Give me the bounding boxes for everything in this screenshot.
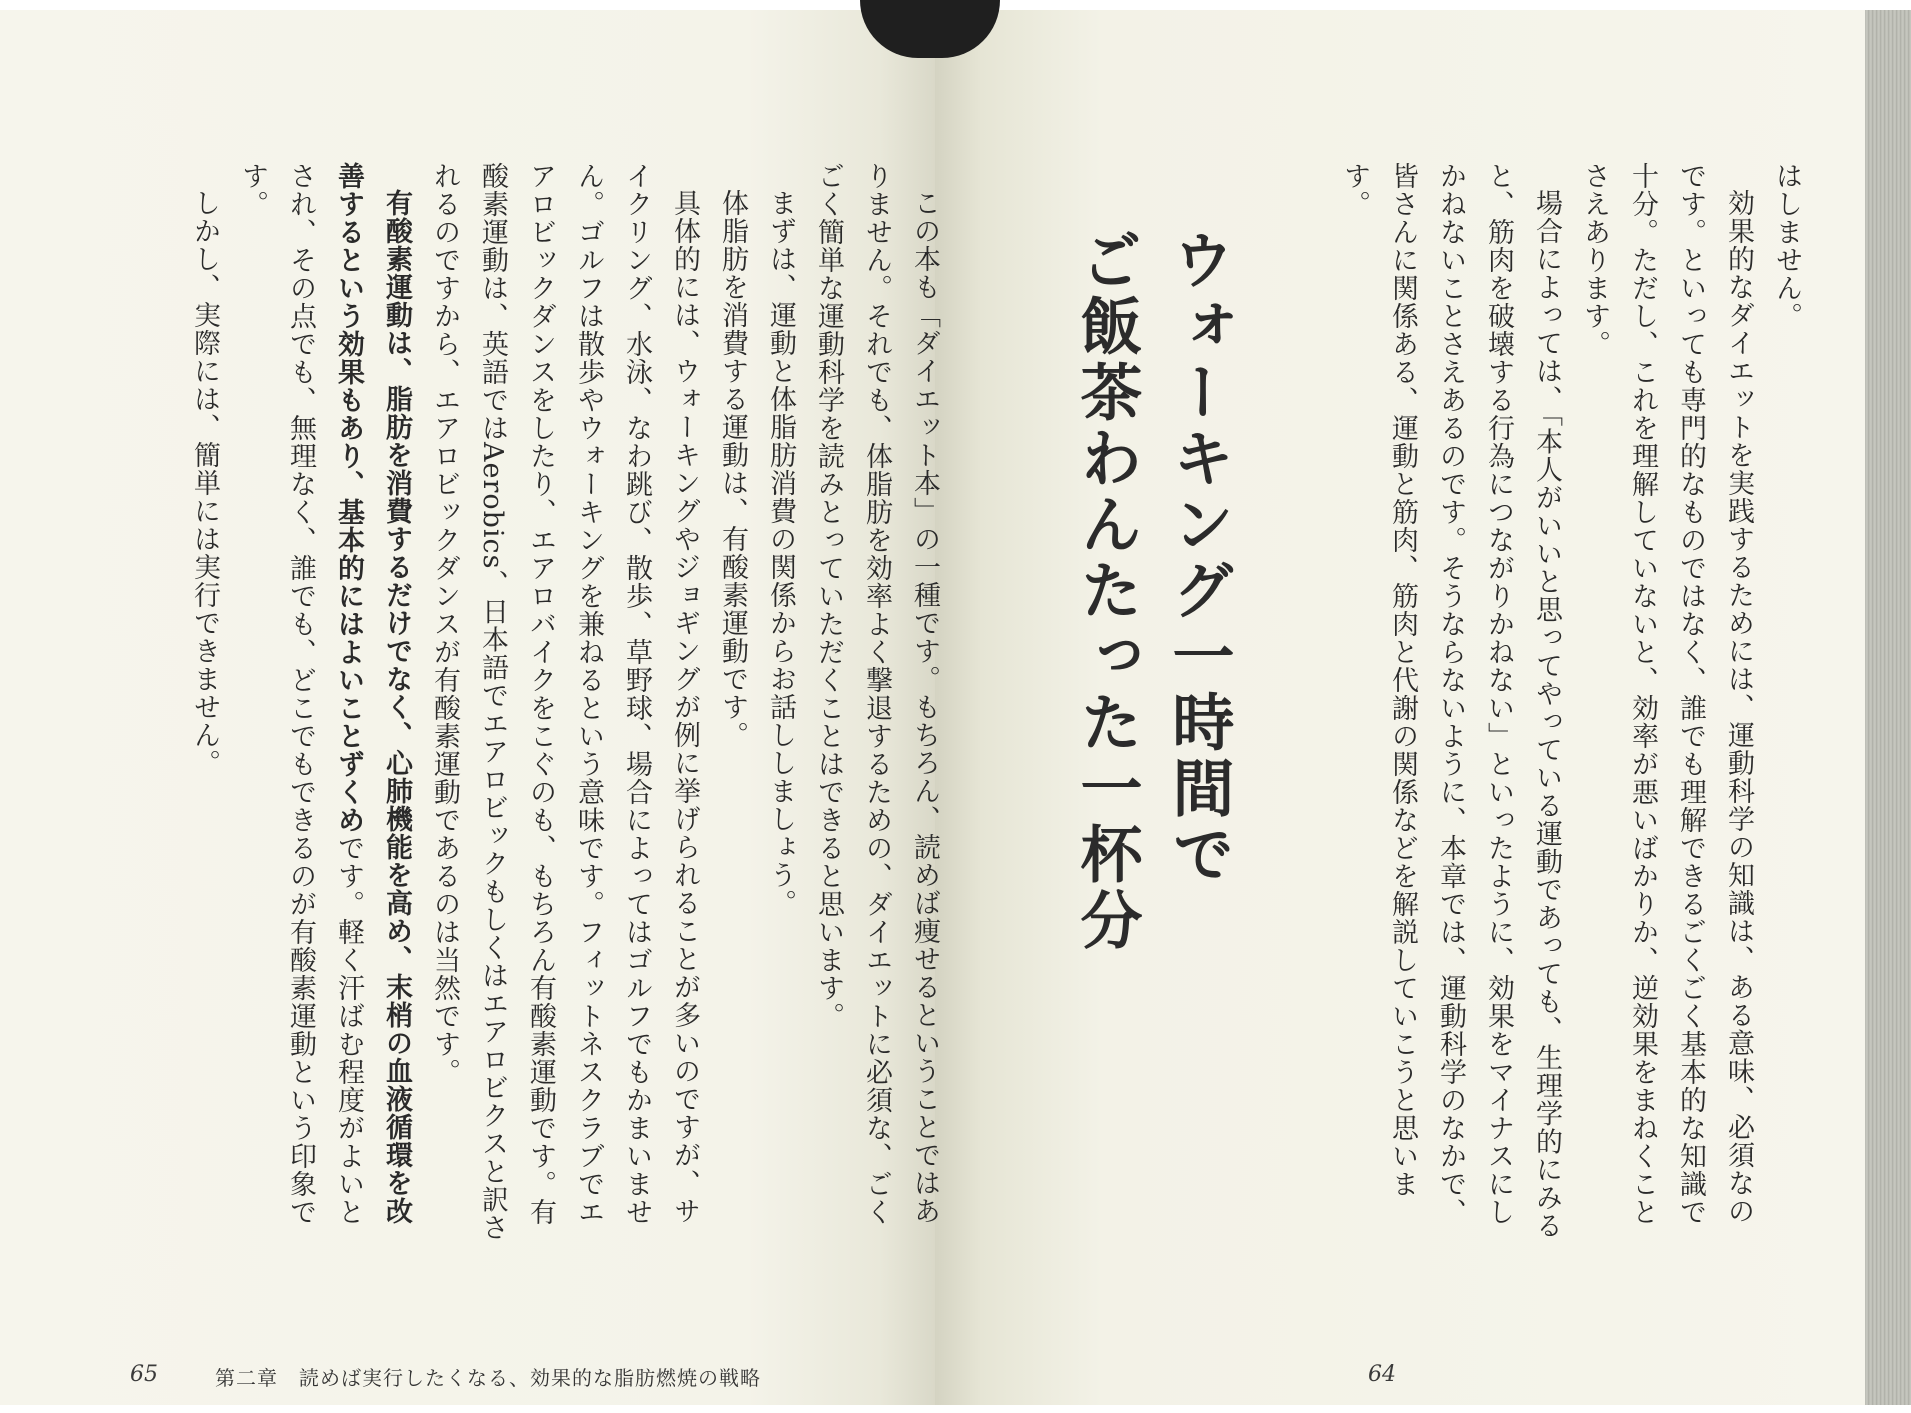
section-title-line-2: ご飯茶わんたった一杯分 [1070,228,1143,954]
bold-text: 有酸素運動は、脂肪を消費するだけでなく、心肺機能を高め、末梢の血液循環を改善するという効果もあり、基本的にはよいことずくめ [333,162,412,1225]
paragraph [420,162,708,1242]
section-title-line-1: ウォーキング一時間で [1162,228,1235,888]
text-run: です。軽く汗ばむ程度がよいとされ、その点でも、無理なく、誰でも、どこでもできるのが有酸素運動という印象です。 [237,162,364,1226]
paragraph [708,162,756,1242]
text-run: 効果的なダイエットを実践するためには、運動科学の知識は、ある意味、必須なのです。といっても専門的なものではなく、誰でも理解できるごくごく基本的な知識で十分。ただし、これを理解していないと、効率が悪いばかりか、逆効果をまねくことさえあります。 [1579,162,1754,1226]
page-edges [1865,10,1911,1405]
running-head: 第二章 読めば実行したくなる、効果的な脂肪燃焼の戦略 [215,1366,761,1390]
text-run: 体脂肪を消費する運動は、有酸素運動です。 [717,189,748,749]
text-run: しかし、実際には、簡単には実行できません。 [189,189,220,777]
text-run: 場合によっては、「本人がいいと思ってやっている運動であっても、生理学的にみると、筋肉を破壊する行為につながりかねない」といったように、効果をマイナスにしかねないことさえあるのです。そうならないように、本章では、運動科学のなかで、皆さんに関係ある、運動と筋肉、筋肉と代謝の関係などを解説していこうと思います。 [1339,162,1562,1240]
page-number-left: 65 [130,1362,158,1387]
paragraph [1762,162,1810,1242]
text-run: まずは、運動と体脂肪消費の関係からお話ししましょう。 [765,189,796,917]
paragraph [1570,162,1762,1242]
text-run: はしません。 [1771,162,1802,330]
paragraph [804,162,948,1242]
paragraph [180,162,228,1242]
text-run: 具体的には、ウォーキングやジョギングが例に挙げられることが多いのですが、サイクリング、水泳、なわ跳び、散歩、草野球、場合によってはゴルフでもかまいません。ゴルフは散歩やウォーキングを兼ねるという意味です。フィットネスクラブでエアロビックダンスをしたり、エアロバイクをこぐのも、もちろん有酸素運動です。有酸素運動は、英語ではAerobics、日本語でエアロビックもしくはエアロビクスと訳されるのですから、エアロビックダンスが有酸素運動であるのは当然です。 [429,162,700,1242]
text-run: この本も「ダイエット本」の一種です。もちろん、読めば痩せるということではありません。それでも、体脂肪を効率よく撃退するための、ダイエットに必須な、ごくごく簡単な運動科学を読みとっていただくことはできると思います。 [813,162,940,1226]
paragraph [756,162,804,1242]
section-title [1060,228,1244,954]
page-number-right: 64 [1368,1362,1396,1387]
right-page-body-text [1330,162,1810,1242]
paragraph [1330,162,1570,1242]
left-page-body-text [180,162,948,1242]
paragraph [228,162,420,1242]
